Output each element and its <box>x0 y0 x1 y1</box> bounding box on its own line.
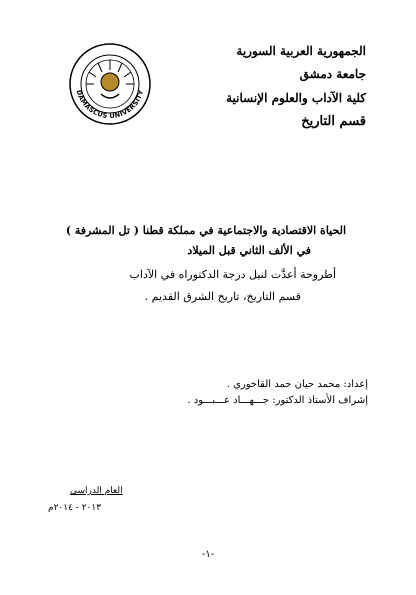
header-university: جامعة دمشق <box>299 67 366 81</box>
thesis-purpose: أطروحة أعدَّت لنيل درجة الدكتوراه في الآداب <box>129 268 336 281</box>
header-country: الجمهورية العربية السورية <box>236 44 366 58</box>
supervised-by: إشراف الأستاذ الدكتور: جـــهـــاد عـــبـــود . <box>187 395 368 406</box>
thesis-specialization: قسم التاريخ، تاريخ الشرق القديم . <box>144 290 301 303</box>
thesis-title-line1: الحياة الاقتصادية والاجتماعية في مملكة قطنا ( تل المشرفة ) <box>65 224 346 237</box>
prepared-by: إعداد: محمد حيان حمد القاخوري . <box>226 379 368 390</box>
academic-year-value: ٢٠١٣ - ٢٠١٤م <box>48 503 102 513</box>
thesis-title-line2: في الألف الثاني قبل الميلاد <box>187 244 311 257</box>
academic-year-label: العام الدراسي <box>70 486 123 496</box>
header-faculty: كلية الآداب والعلوم الإنسانية <box>226 91 366 105</box>
header-department: قسم التاريخ <box>301 114 366 129</box>
logo-text: DAMASCUS UNIVERSITY <box>74 88 146 121</box>
damascus-university-seal-icon <box>68 42 152 126</box>
page-number: -١- <box>201 549 215 560</box>
